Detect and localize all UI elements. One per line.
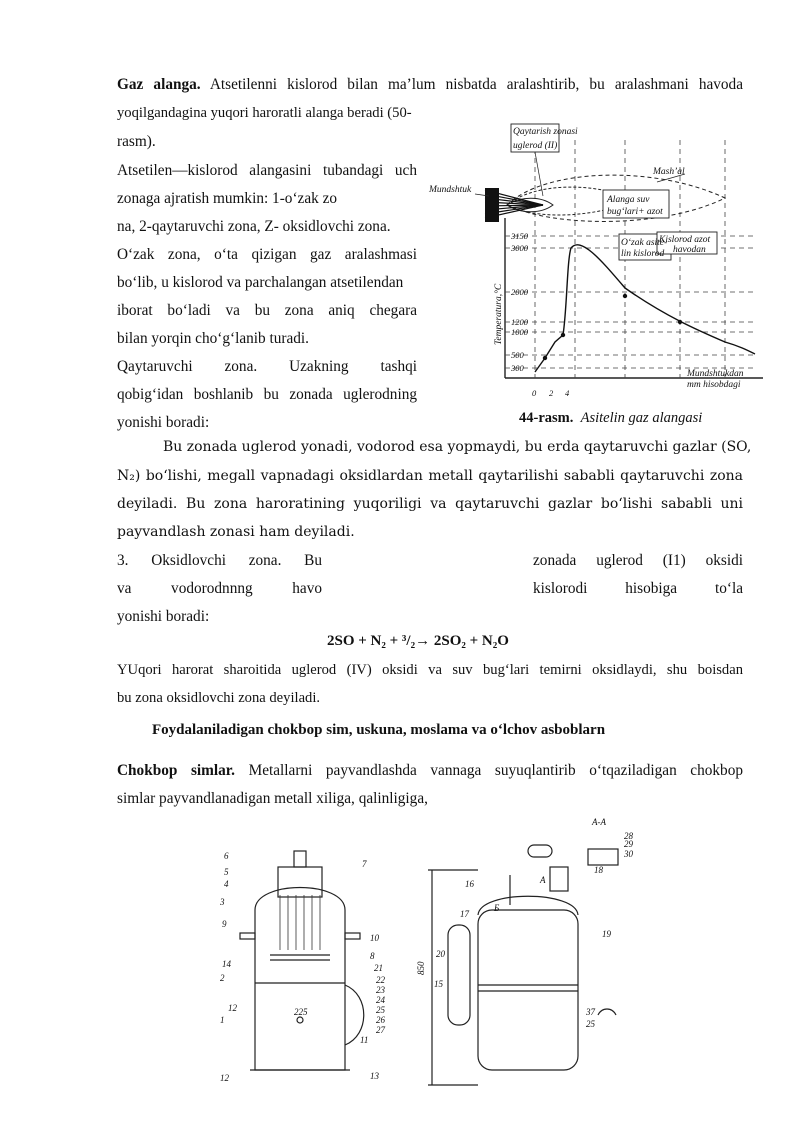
label-reduction-zone: Qaytarish zonasi: [513, 127, 578, 137]
oxidizing-row3: yonishi boradi:: [117, 608, 210, 625]
callout-number: 29: [624, 839, 633, 849]
callout-number: 14: [222, 959, 231, 969]
body-line: rasm).: [117, 133, 156, 150]
callout-number: 18: [594, 865, 603, 875]
callout-number: 13: [370, 1071, 379, 1081]
y-tick: 3000: [511, 243, 528, 253]
body-line: iborat bo‘ladi va bu zona aniq chegara: [117, 302, 417, 319]
body-line: Atsetilen—kislorod alangasini tubandagi uch: [117, 162, 417, 179]
callout-number: A: [540, 875, 546, 885]
body-line: O‘zak zona, o‘ta qizigan gaz aralashmasi: [117, 246, 417, 263]
callout-number: 25: [376, 1005, 385, 1015]
oxidizing-row2-left: va vodorodnnng havo: [117, 580, 322, 597]
callout-number: A-A: [592, 817, 606, 827]
callout-number: 27: [376, 1025, 385, 1035]
section-title-welding-wires: Chokbop simlar.: [117, 762, 236, 779]
intro-text: Atsetilenni kislorod bilan ma’lum nisbatda aralashtirib, bu aralashmani havoda: [209, 76, 743, 93]
label-y-axis: Temperatura,°C: [494, 283, 504, 345]
callout-number: 1: [220, 1015, 225, 1025]
callout-number: 25: [586, 1019, 595, 1029]
callout-number: 20: [436, 949, 445, 959]
x-tick: 4: [565, 388, 570, 398]
callout-number: 3: [220, 897, 225, 907]
label-flame-1: Alanga suv: [607, 195, 650, 205]
y-tick: 3150: [511, 231, 528, 241]
body-line: qobig‘idan boshlanib bu zonada uglerodning: [117, 386, 417, 403]
callout-number: 30: [624, 849, 633, 859]
label-carbon: uglerod (II): [513, 141, 558, 151]
callout-number: 19: [602, 929, 611, 939]
label-x-axis-2: mm hisobdagi: [687, 380, 741, 390]
callout-number: 4: [224, 879, 229, 889]
callout-number: 5: [224, 867, 229, 877]
oxidizing-row2-right: kislorodi hisobiga to‘la: [533, 580, 743, 597]
y-tick: 500: [511, 350, 524, 360]
body-line: bilan yorqin cho‘g‘lanib turadi.: [117, 330, 310, 347]
callout-number: 22: [376, 975, 385, 985]
left-generator-cap: [278, 867, 322, 897]
label-oxygen-1: Kislorod azot: [659, 235, 711, 245]
callout-number: 21: [374, 963, 383, 973]
callout-number: 10: [370, 933, 379, 943]
callout-number: 24: [376, 995, 385, 1005]
label-core-1: O‘zak asite-: [621, 238, 668, 248]
body-line: yonishi boradi:: [117, 414, 210, 431]
callout-number: 7: [362, 859, 367, 869]
chemical-equation: 2SO + N₂ + ³/₂→ 2SO₂ + N₂O: [327, 633, 509, 649]
callout-number: 850: [416, 961, 426, 975]
callout-number: 16: [465, 879, 474, 889]
callout-number: 2: [220, 973, 225, 983]
y-tick: 2000: [511, 287, 528, 297]
section-heading: Foydalaniladigan chokbop sim, uskuna, moslama va o‘lchov asboblarn: [152, 722, 606, 738]
paragraph-line: deyiladi. Bu zona haroratining yuqoriligi va qaytaruvchi gazlar bo‘lishi sababli uni: [117, 496, 743, 512]
body-line: yoqilgandagina yuqori haroratli alanga beradi (50-: [117, 105, 412, 121]
callout-number: 15: [434, 979, 443, 989]
label-torch: Mash’al: [653, 167, 685, 177]
y-tick: 300: [511, 363, 524, 373]
callout-number: 225: [294, 1007, 308, 1017]
y-tick: 1200: [511, 317, 528, 327]
label-oxygen-2: havodan: [673, 245, 706, 255]
nozzle-icon: [485, 188, 499, 222]
flame-diagram: [425, 110, 767, 412]
oxidizing-row1-right: zonada uglerod (I1) oksidi: [533, 552, 743, 569]
oxidizing-row1-left: 3. Oksidlovchi zona. Bu: [117, 552, 322, 569]
callout-number: 26: [376, 1015, 385, 1025]
left-generator-body: [255, 888, 345, 1071]
section3-line2: simlar payvandlanadigan metall xiliga, qalinligiga,: [117, 790, 428, 807]
callout-number: 8: [370, 951, 375, 961]
right-generator-body: [478, 910, 578, 1070]
label-nozzle: Mundshtuk: [429, 185, 472, 195]
x-tick: 0: [532, 388, 537, 398]
callout-number: 12: [220, 1073, 229, 1083]
section-title-gas-flame: Gaz alanga.: [117, 76, 201, 93]
body-line: bo‘lib, u kislorod va parchalangan atsetilendan: [117, 274, 404, 291]
callout-number: 17: [460, 909, 469, 919]
paragraph-line: N₂) bo‘lishi, megall vapnadagi oksidlardan metall qaytarilishi sababli qaytaruvchi zona: [117, 468, 743, 484]
paragraph-line: YUqori harorat sharoitida uglerod (IV) oksidi va suv bug‘lari temirni oksidlaydi, shu boisdan: [117, 662, 743, 678]
section3-line1: Chokbop simlar. Metallarni payvandlashda vannaga suyuqlantirib o‘tqaziladigan chokbop: [117, 762, 743, 779]
temperature-curve: [535, 245, 755, 372]
callout-number: 23: [376, 985, 385, 995]
intro-line: [117, 76, 743, 94]
x-tick: 2: [549, 388, 554, 398]
figure-44-caption: 44-rasm. Asitelin gaz alangasi: [519, 410, 703, 426]
label-x-axis-1: Mundshtukdan: [687, 369, 744, 379]
paragraph-line: payvandlash zonasi ham deyiladi.: [117, 524, 355, 540]
callout-number: 9: [222, 919, 227, 929]
generator-drawings: [210, 815, 660, 1090]
callout-number: 28: [624, 831, 633, 841]
body-line: Qaytaruvchi zona. Uzakning tashqi: [117, 358, 417, 375]
callout-number: Б: [494, 903, 500, 913]
callout-number: 12: [228, 1003, 237, 1013]
callout-number: 11: [360, 1035, 369, 1045]
callout-number: 37: [586, 1007, 595, 1017]
paragraph-line: Bu zonada uglerod yonadi, vodorod esa yopmaydi, bu erda qaytaruvchi gazlar (SO,: [163, 439, 752, 455]
paragraph-line: bu zona oksidlovchi zona deyiladi.: [117, 690, 321, 706]
body-line: na, 2-qaytaruvchi zona, Z- oksidlovchi zona.: [117, 218, 391, 235]
label-flame-2: bug‘lari+ azot: [607, 207, 663, 217]
label-core-2: lin kislorod: [621, 249, 665, 259]
body-line: zonaga ajratish mumkin: 1-o‘zak zo: [117, 190, 338, 207]
callout-number: 6: [224, 851, 229, 861]
y-tick: 1000: [511, 327, 528, 337]
